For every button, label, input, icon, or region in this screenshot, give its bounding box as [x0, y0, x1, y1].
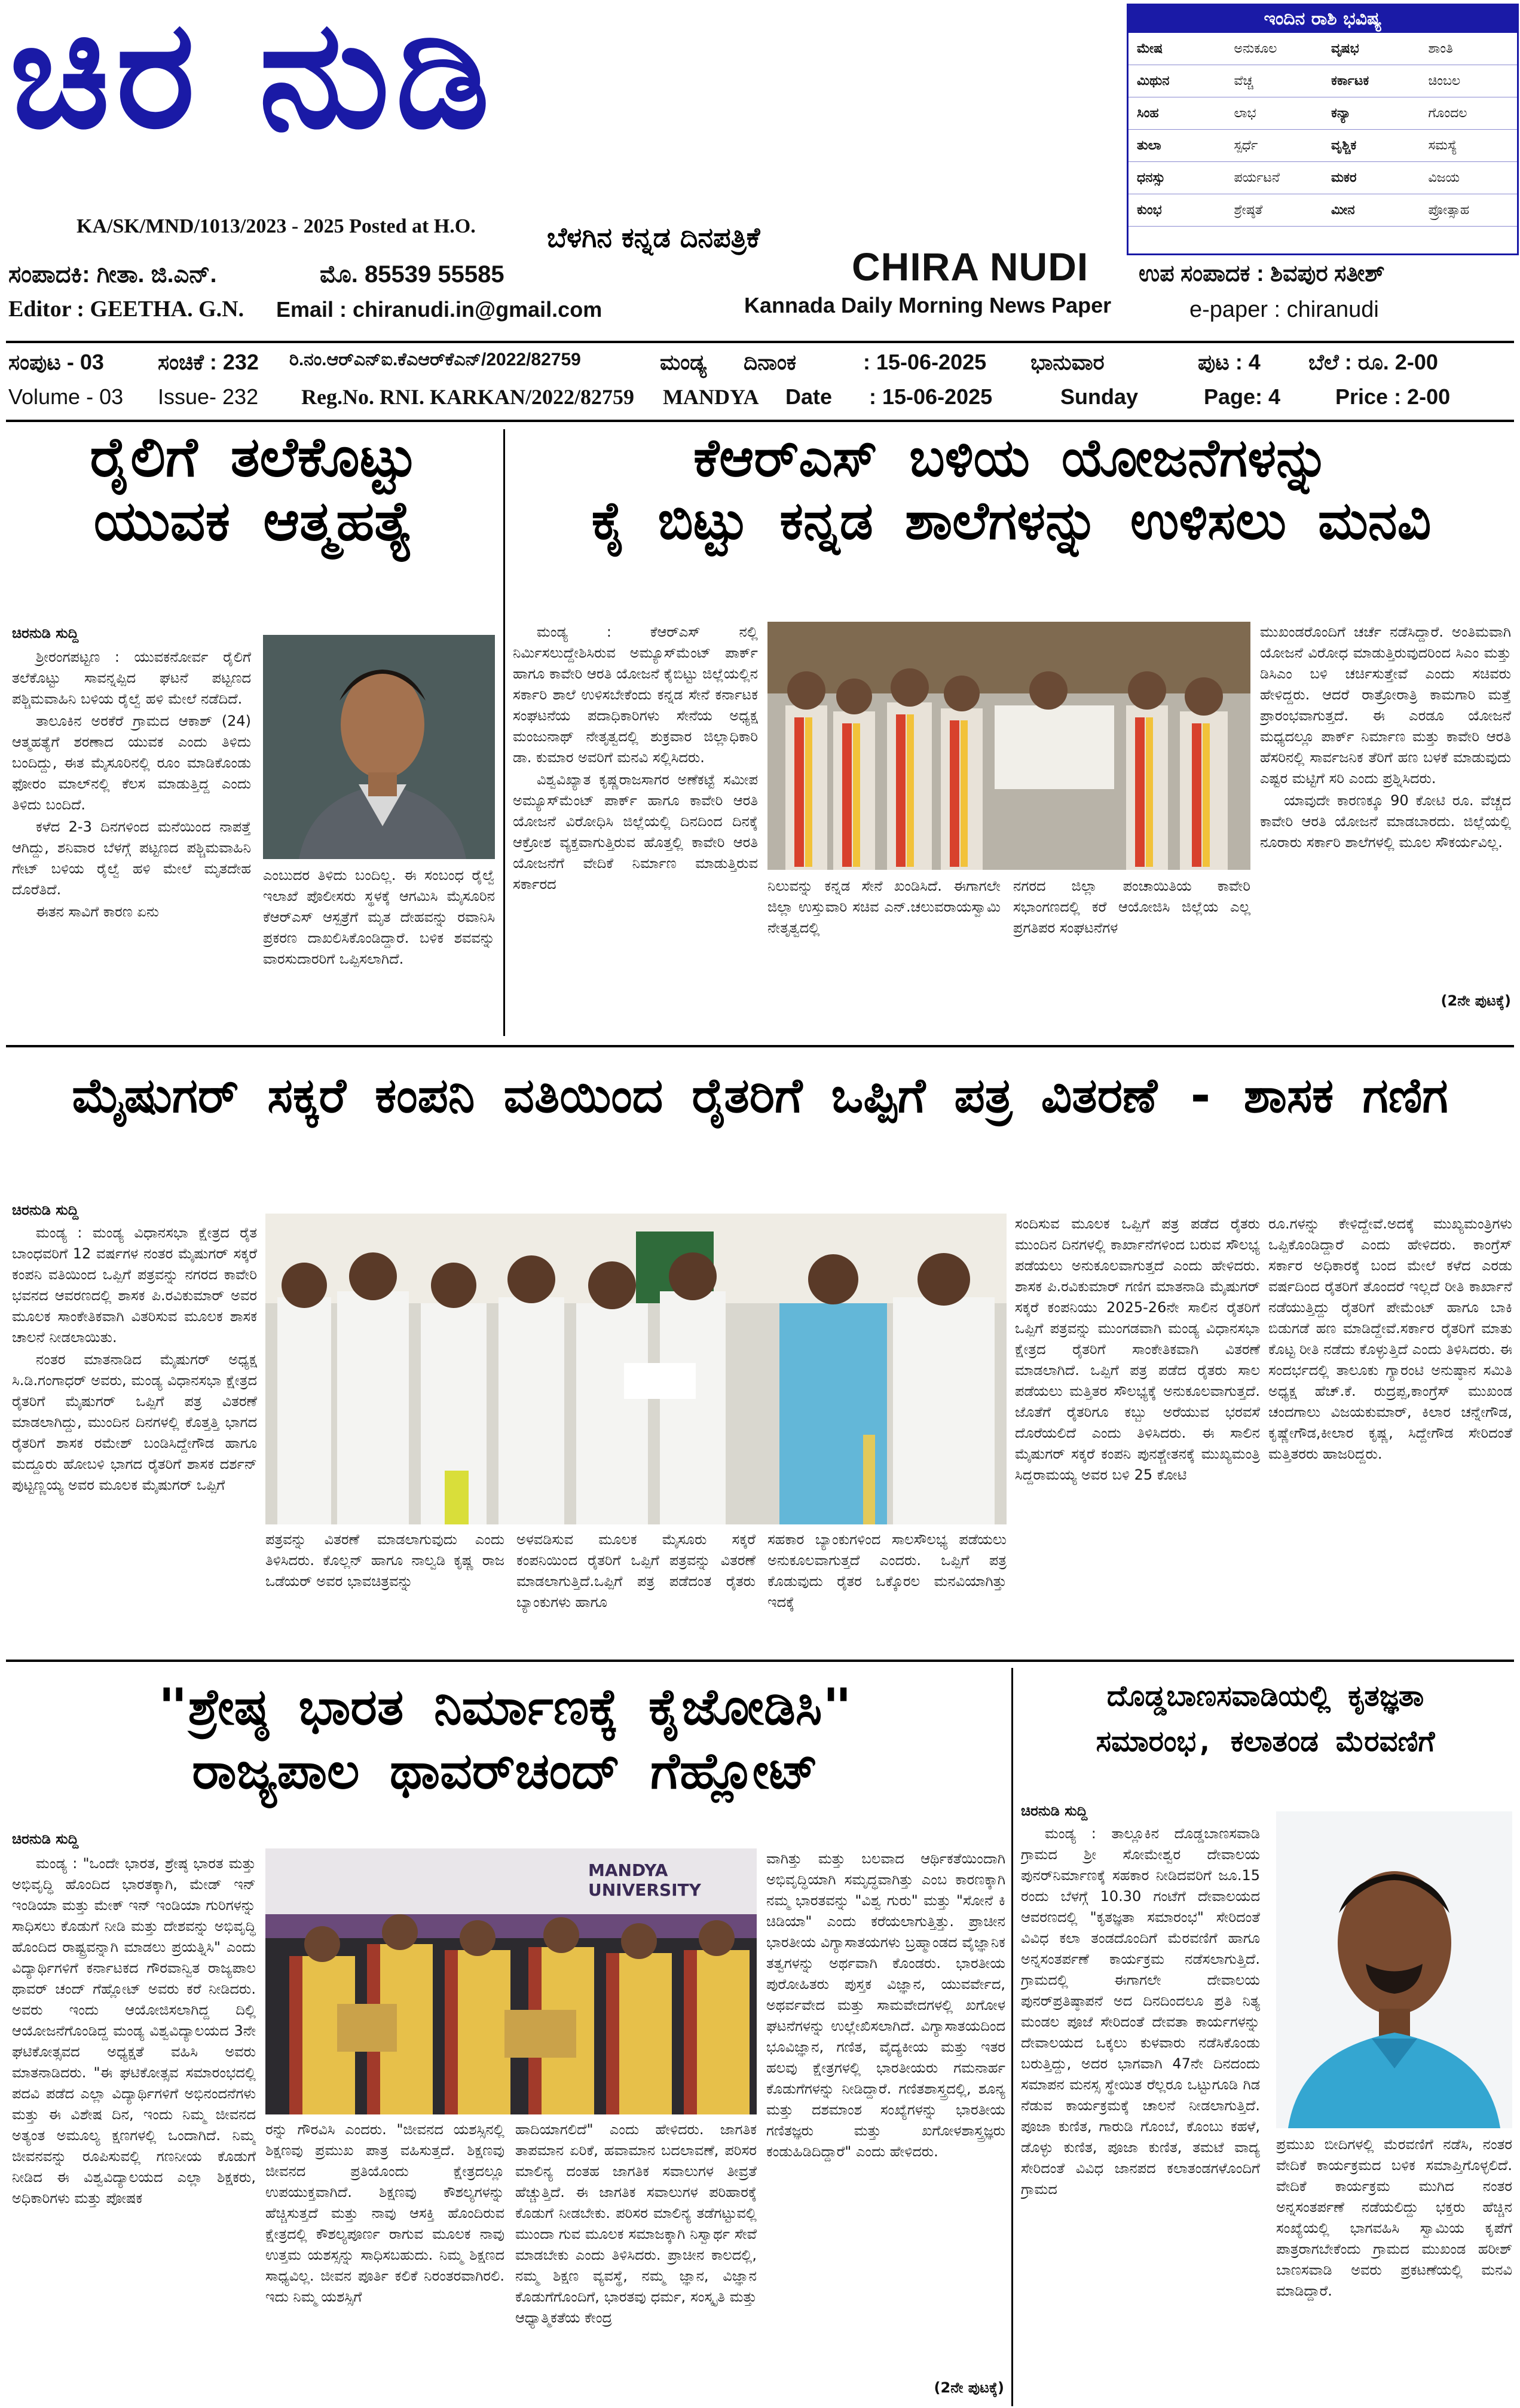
photo-harish	[1276, 1811, 1512, 2128]
paragraph: ಮಂಡ್ಯ : ತಾಲ್ಲೂಕಿನ ದೊಡ್ಡಬಾಣಸವಾಡಿ ಗ್ರಾಮದ ಶ್ರೀ ಸೋಮೇಶ್ವರ ದೇವಾಲಯ ಪುನರ್‌ನಿರ್ಮಾಣಕ್ಕೆ ಸಹಕಾರ ನೀಡಿದವರಿಗೆ ಜೂ.15 ರಂದು ಬೆಳಗ್ಗೆ 10.30 ಗಂಟೆಗೆ ದೇವಾಲಯದ ಆವರಣದಲ್ಲಿ "ಕೃತಜ್ಞತಾ ಸಮಾರಂಭ" ಸೇರಿದಂತೆ ವಿವಿಧ ಕಲಾ ತಂಡದೊಂದಿಗೆ ಮೆರವಣಿಗೆ ಹಾಗೂ ಅನ್ನಸಂತರ್ಪಣೆ ಕಾರ್ಯಕ್ರಮ ನಡೆಸಲಾಗುತ್ತಿದೆ. ಗ್ರಾಮದಲ್ಲಿ ಈಗಾಗಲೇ ದೇವಾಲಯ ಪುನರ್‌ಪ್ರತಿಷ್ಠಾಪನೆ ಅದ ದಿನದಿಂದಲೂ ಪ್ರತಿ ನಿತ್ಯ ಮಂಡಲ ಪೂಜೆ ಸೇರಿದಂತೆ ದೇವತಾ ಕಾರ್ಯಗಳನ್ನು ದೇವಾಲಯದ ಒಕ್ಕಲು ಕುಳವಾರು ನಡೆಸಿಕೊಂಡು ಬರುತ್ತಿದ್ದು, ಅದರ ಭಾಗವಾಗಿ 47ನೇ ದಿನದಂದು ಸಮಾಪನ ಮನಸ್ಸ ಸ್ಥೇಯಿತ ರೆಲ್ಲರೂ ಒಟ್ಟುಗೂಡಿ ಗಿಡ ನೆಡುವ ಕಾರ್ಯಕ್ರಮಕ್ಕೆ ಚಾಲನೆ ನೀಡಲಾಗುತ್ತಿದೆ. ಪೂಜಾ ಕುಣಿತ, ಗಾರುಡಿ ಗೊಂಬೆ, ಕೊಂಬು ಕಹಳೆ, ಡೊಳ್ಳು ಕುಣಿತ, ಪೂಜಾ ಕುಣಿತ, ತಮಟೆ ವಾದ್ಯ ಸೇರಿದಂತೆ ವಿವಿಧ ಜಾನಪದ ಕಲಾತಂಡಗಳೊಂದಿಗೆ ಗ್ರಾಮದ	[1021, 1825, 1260, 2198]
issue-en: Issue- 232	[158, 384, 259, 409]
photo-convocation	[265, 1848, 757, 2114]
headline-doddabana-1: ದೊಡ್ಡಬಾಣಸವಾಡಿಯಲ್ಲಿ ಕೃತಜ್ಞತಾ	[1106, 1679, 1424, 1713]
editor-kannada: ಸಂಪಾದಕಿ: ಗೀತಾ. ಜಿ.ಎನ್.	[8, 261, 217, 288]
date-label-kn: ದಿನಾಂಕ	[744, 350, 797, 374]
railway-col-2	[263, 865, 495, 1038]
price-kn: ಬೆಲೆ : ರೂ. 2-00	[1308, 350, 1438, 374]
paragraph: ಸಹಕಾರ ಬ್ಯಾಂಕುಗಳಿಂದ ಸಾಲಸೌಲಭ್ಯ ಪಡೆಯಲು ಅನುಕೂಲವಾಗುತ್ತದೆ ಎಂದರು. ಒಪ್ಪಿಗೆ ಪತ್ರ ಕೊಡುವುದು ರೈತರ ಒಕ್ಕೊರಲ ಮನವಿಯಾಗಿತ್ತು ಇದಕ್ಕೆ	[767, 1531, 1007, 1611]
paragraph: ಸಂದಿಸುವ ಮೂಲಕ ಒಪ್ಪಿಗೆ ಪತ್ರ ಪಡೆದ ರೈತರು ಮುಂದಿನ ದಿನಗಳಲ್ಲಿ ಕಾರ್ಖಾನೆಗಳಿಂದ ಬರುವ ಸೌಲಭ್ಯ ಪಡೆಯಲು ಅನುಕೂಲವಾಗುತ್ತದೆ ಎಂದು ಹೇಳಿದರು. ಶಾಸಕ ಪಿ.ರವಿಕುಮಾರ್ ಗಣಿಗ ಮಾತನಾಡಿ ಮೈಷುಗರ್ ಸಕ್ಕರೆ ಕಂಪನಿಯು 2025-26ನೇ ಸಾಲಿನ ರೈತರಿಗೆ ಒಪ್ಪಿಗೆ ಪತ್ರವನ್ನು ಮುಂಗಡವಾಗಿ ಮಂಡ್ಯ ವಿಧಾನಸಭಾ ಕ್ಷೇತ್ರದ ರೈತರಿಗೆ ಸಾಂಕೇತಿಕವಾಗಿ ವಿತರಣೆ ಮಾಡಲಾಗಿದೆ. ಒಪ್ಪಿಗೆ ಪತ್ರ ಪಡೆದ ರೈತರು ಸಾಲ ಪಡೆಯಲು ಮತ್ತಿತರ ಸೌಲಭ್ಯಕ್ಕೆ ಅನುಕೂಲವಾಗುತ್ತದೆ. ಜೊತೆಗೆ ರೈತರಿಗೂ ಕಬ್ಬು ಅರೆಯುವ ಭರವಸೆ ದೊರೆಯಲಿದೆ ಎಂದು ತಿಳಿಸಿದರು. ಈ ಸಾಲಿನ ಮೈಷುಗರ್ ಸಕ್ಕರೆ ಕಂಪನಿ ಪುನಶ್ಚೇತನಕ್ಕೆ ಮುಖ್ಯಮಂತ್ರಿ ಸಿದ್ದರಾಮಯ್ಯ ಅವರ ಬಳಿ 25 ಕೋಟಿ	[1015, 1215, 1260, 1483]
continued-governor[interactable]: (2ನೇ ಪುಟಕ್ಕೆ)	[934, 2379, 1004, 2396]
krs-mid-b	[1013, 876, 1250, 995]
rashi-prediction: ಶಾಂತಿ	[1420, 33, 1518, 65]
paragraph: ಮಂಡ್ಯ : ಮಂಡ್ಯ ವಿಧಾನಸಭಾ ಕ್ಷೇತ್ರದ ರೈತ ಬಾಂಧವರಿಗೆ 12 ವರ್ಷಗಳ ನಂತರ ಮೈಷುಗರ್ ಸಕ್ಕರೆ ಕಂಪನಿ ವತಿಯಿಂದ ಒಪ್ಪಿಗೆ ಪತ್ರವನ್ನು ನಗರದ ಕಾವೇರಿ ಭವನದ ಆವರಣದಲ್ಲಿ ಶಾಸಕ ಪಿ.ರವಿಕುಮಾರ್ ಅವರ ಮೂಲಕ ಸಾಂಕೇತಿಕವಾಗಿ ವಿತರಿಸುವ ಮೂಲಕ ಶಾಸಕ ಚಾಲನೆ ನೀಡಲಾಯಿತು.	[12, 1224, 257, 1346]
mysugar-col-3	[1015, 1214, 1260, 1656]
rashi-prediction: ವಿಜಯ	[1420, 162, 1518, 194]
registration-line: KA/SK/MND/1013/2023 - 2025 Posted at H.O.	[77, 215, 476, 237]
rashi-sign: ಮೇಷ	[1128, 33, 1226, 65]
railway-col-1	[12, 647, 251, 1035]
headline-krs-2: ಕೈ ಬಿಟ್ಟು ಕನ್ನಡ ಶಾಲೆಗಳನ್ನು ಉಳಿಸಲು ಮನವಿ	[591, 490, 1432, 552]
convocation-banner-text: MANDYA UNIVERSITY	[588, 1860, 701, 1900]
tagline: ಬೆಳಗಿನ ಕನ್ನಡ ದಿನಪತ್ರಿಕೆ	[547, 221, 760, 253]
price-en: Price : 2-00	[1335, 384, 1451, 409]
place-en: MANDYA	[663, 385, 759, 409]
doddabana-col-1	[1021, 1823, 1260, 2403]
krs-col-3	[1260, 622, 1511, 992]
rashi-prediction: ಶ್ರೇಷ್ಠತೆ	[1226, 194, 1323, 227]
mysugar-col-1	[12, 1223, 257, 1653]
paragraph: ಅಳವಡಿಸುವ ಮೂಲಕ ಮೈಸೂರು ಸಕ್ಕರೆ ಕಂಪನಿಯಿಂದ ರೈತರಿಗೆ ಒಪ್ಪಿಗೆ ಪತ್ರವನ್ನು ವಿತರಣೆ ಮಾಡಲಾಗುತ್ತಿದೆ.ಒಪ್ಪಿಗೆ ಪತ್ರ ಪಡೆದಂತ ರೈತರು ಬ್ಯಾಂಕುಗಳು ಹಾಗೂ	[516, 1531, 756, 1611]
byline-governor: ಚಿರನುಡಿ ಸುದ್ದಿ	[12, 1831, 79, 1847]
governor-col-3	[766, 1848, 1005, 2375]
paragraph: ಪತ್ರವನ್ನು ವಿತರಣೆ ಮಾಡಲಾಗುವುದು ಎಂದು ತಿಳಿಸಿದರು. ಕೊಲ್ಲನ್ ಹಾಗೂ ನಾಲ್ವಡಿ ಕೃಷ್ಣ ರಾಜ ಒಡೆಯರ್ ಅವರ ಭಾವಚಿತ್ರವನ್ನು	[265, 1531, 504, 1590]
newspaper-logo: ಚಿರ ನುಡಿ	[10, 0, 496, 161]
paragraph: ನಿಲುವನ್ನು ಕನ್ನಡ ಸೇನೆ ಖಂಡಿಸಿದೆ. ಈಗಾಗಲೇ ಜಿಲ್ಲಾ ಉಸ್ತುವಾರಿ ಸಚಿವ ಎನ್.ಚಲುವರಾಯಸ್ವಾಮಿ ನೇತೃತ್ವದಲ್ಲಿ	[767, 878, 1001, 936]
headline-governor-1: "ಶ್ರೇಷ್ಠ ಭಾರತ ನಿರ್ಮಾಣಕ್ಕೆ ಕೈಜೋಡಿಸಿ"	[158, 1677, 852, 1736]
horoscope-box	[1127, 4, 1519, 255]
headline-mysugar: ಮೈಷುಗರ್ ಸಕ್ಕರೆ ಕಂಪನಿ ವತಿಯಿಂದ ರೈತರಿಗೆ ಒಪ್ಪಿಗೆ ಪತ್ರ ವಿತರಣೆ - ಶಾಸಕ ಗಣಿಗ	[72, 1068, 1448, 1123]
rashi-sign: ಮೀನ	[1323, 194, 1420, 227]
paragraph: ಮಂಡ್ಯ : "ಒಂದೇ ಭಾರತ, ಶ್ರೇಷ್ಠ ಭಾರತ ಮತ್ತು ಅಭಿವೃದ್ಧಿ ಹೊಂದಿದ ಭಾರತಕ್ಕಾಗಿ, ಮೇಡ್ ಇನ್ ಇಂಡಿಯಾ ಮತ್ತು ಮೇಕ್ ಇನ್ ಇಂಡಿಯಾ ಗುರಿಗಳನ್ನು ಸಾಧಿಸಲು ಕೊಡುಗೆ ನೀಡಿ ಮತ್ತು ದೇಶವನ್ನು ಅಭಿವೃದ್ಧಿ ಹೊಂದಿದ ರಾಷ್ಟ್ರವನ್ನಾಗಿ ಮಾಡಲು ಪ್ರಯತ್ನಿಸಿ" ಎಂದು ವಿದ್ಯಾರ್ಥಿಗಳಿಗೆ ಕರ್ನಾಟಕದ ಗೌರವಾನ್ವಿತ ರಾಜ್ಯಪಾಲ ಥಾವರ್ ಚಂದ್ ಗೆಹ್ಲೋಟ್ ಅವರು ಕರೆ ನೀಡಿದರು. ಅವರು ಇಂದು ಆಯೋಜಿಸಲಾಗಿದ್ದ ದಿಲ್ಲಿ ಆಯೋಜನೆಗೊಂಡಿದ್ದ ಮಂಡ್ಯ ವಿಶ್ವವಿದ್ಯಾಲಯದ 3ನೇ ಘಟಿಕೋತ್ಸವದ ಅಧ್ಯಕ್ಷತೆ ವಹಿಸಿ ಅವರು ಮಾತನಾಡಿದರು. "ಈ ಘಟಿಕೋತ್ಸವ ಸಮಾರಂಭದಲ್ಲಿ ಪದವಿ ಪಡೆದ ಎಲ್ಲಾ ವಿದ್ಯಾರ್ಥಿಗಳಿಗೆ ಅಭಿನಂದನೆಗಳು ಮತ್ತು ಈ ವಿಶೇಷ ದಿನ, ಇಂದು ನಿಮ್ಮ ಜೀವನದ ಅತ್ಯಂತ ಅಮೂಲ್ಯ ಕ್ಷಣಗಳಲ್ಲಿ ಒಂದಾಗಿದೆ. ನಿಮ್ಮ ಜೀವನವನ್ನು ರೂಪಿಸುವಲ್ಲಿ ಗಣನೀಯ ಕೊಡುಗೆ ನೀಡಿದ ಈ ವಿಶ್ವವಿದ್ಯಾಲಯದ ಎಲ್ಲಾ ಶಿಕ್ಷಕರು, ಅಧಿಕಾರಿಗಳು ಮತ್ತು ಪೋಷಕ	[12, 1855, 256, 2207]
photo-krs-memorandum	[767, 622, 1250, 870]
headline-railway-1: ರೈಲಿಗೆ ತಲೆಕೊಟ್ಟು	[90, 425, 417, 489]
rashi-sign: ಕುಂಭ	[1128, 194, 1226, 227]
mysugar-under-b	[516, 1529, 756, 1655]
rashi-sign: ಸಿಂಹ	[1128, 97, 1226, 130]
email[interactable]: Email : chiranudi.in@gmail.com	[276, 297, 603, 322]
paragraph: ರನ್ನು ಗೌರವಿಸಿ ಎಂದರು. "ಜೀವನದ ಯಶಸ್ಸಿನಲ್ಲಿ ಶಿಕ್ಷಣವು ಪ್ರಮುಖ ಪಾತ್ರ ವಹಿಸುತ್ತದೆ. ಶಿಕ್ಷಣವು ಜೀವನದ ಪ್ರತಿಯೊಂದು ಕ್ಷೇತ್ರದಲ್ಲೂ ಉಪಯುಕ್ತವಾಗಿದೆ. ಶಿಕ್ಷಣವು ಕೌಶಲ್ಯಗಳನ್ನು ಹೆಚ್ಚಿಸುತ್ತದೆ ಮತ್ತು ನಾವು ಆಸಕ್ತಿ ಹೊಂದಿರುವ ಕ್ಷೇತ್ರದಲ್ಲಿ ಕೌಶಲ್ಯಪೂರ್ಣ ರಾಗುವ ಮೂಲಕ ನಾವು ಉತ್ತಮ ಯಶಸ್ಸನ್ನು ಸಾಧಿಸಬಹುದು. ನಿಮ್ಮ ಶಿಕ್ಷಣದ ಸಾಧ್ಯವಿಲ್ಲ. ಜೀವನ ಪೂರ್ತಿ ಕಲಿಕೆ ನಿರಂತರವಾಗಿರಲಿ. ಇದು ನಿಮ್ಮ ಯಶಸ್ಸಿಗೆ	[265, 2121, 504, 2305]
issue-kn: ಸಂಚಿಕೆ : 232	[158, 350, 259, 374]
rashi-sign: ಮಕರ	[1323, 162, 1420, 194]
byline-railway: ಚಿರನುಡಿ ಸುದ್ದಿ	[12, 625, 79, 641]
paragraph: ಯಾವುದೇ ಕಾರಣಕ್ಕೂ 90 ಕೋಟಿ ರೂ. ವೆಚ್ಚದ ಕಾವೇರಿ ಆರತಿ ಯೋಜನೆ ಮಾಡಬಾರದು. ಜಿಲ್ಲೆಯಲ್ಲಿ ನೂರಾರು ಸರ್ಕಾರಿ ಶಾಲೆಗಳಲ್ಲಿ ಮೂಲ ಸೌಕರ್ಯವಿಲ್ಲ.	[1260, 792, 1511, 851]
rashi-prediction: ಸ್ಪರ್ಧೆ	[1226, 130, 1323, 162]
photo-railway-youth	[263, 635, 495, 859]
rashi-prediction: ಲಾಭ	[1226, 97, 1323, 130]
governor-col-1	[12, 1853, 256, 2403]
paragraph: ಮಂಡ್ಯ : ಕೆಆರ್‌ಎಸ್ ನಲ್ಲಿ ನಿರ್ಮಿಸಲುದ್ದೇಶಿಸಿರುವ ಅಮ್ಯೂಸ್‌ಮೆಂಟ್ ಪಾರ್ಕ್ ಹಾಗೂ ಕಾವೇರಿ ಆರತಿ ಯೋಜನೆ ಕೈಬಿಟ್ಟು ಜಿಲ್ಲೆಯಲ್ಲಿನ ಸರ್ಕಾರಿ ಶಾಲೆ ಉಳಿಸಬೇಕೆಂದು ಕನ್ನಡ ಸೇನೆ ಕರ್ನಾಟಕ ಸಂಘಟನೆಯ ಪದಾಧಿಕಾರಿಗಳು ಸೇನೆಯ ಅಧ್ಯಕ್ಷ ಮಂಜುನಾಥ್ ನೇತೃತ್ವದಲ್ಲಿ ಶುಕ್ರವಾರ ಜಿಲ್ಲಾಧಿಕಾರಿ ಡಾ. ಕುಮಾರ ಅವರಿಗೆ ಮನವಿ ಸಲ್ಲಿಸಿದರು.	[513, 624, 758, 766]
day-en: Sunday	[1060, 384, 1139, 409]
date-kn: : 15-06-2025	[863, 350, 987, 374]
paragraph: ಎಂಬುದರ ತಿಳಿದು ಬಂದಿಲ್ಲ. ಈ ಸಂಬಂಧ ರೈಲ್ವೆ ಇಲಾಖೆ ಪೊಲೀಸರು ಸ್ಥಳಕ್ಕೆ ಆಗಮಿಸಿ ಮೈಸೂರಿನ ಕೆಆರ್‌ಎಸ್ ಆಸ್ಪತ್ರೆಗೆ ಮೃತ ದೇಹವನ್ನು ರವಾನಿಸಿ ಪ್ರಕರಣ ದಾಖಲಿಸಿಕೊಂಡಿದ್ದಾರೆ. ಬಳಿಕ ಶವವನ್ನು ವಾರಸುದಾರರಿಗೆ ಒಪ್ಪಿಸಲಾಗಿದೆ.	[263, 867, 495, 967]
date-label-en: Date	[785, 384, 833, 409]
mysugar-under-c	[767, 1529, 1007, 1655]
reg-en: Reg.No. RNI. KARKAN/2022/82759	[301, 385, 634, 409]
paragraph: ಕಳೆದ 2-3 ದಿನಗಳಿಂದ ಮನೆಯಿಂದ ನಾಪತ್ತೆ ಆಗಿದ್ದು, ಶನಿವಾರ ಬೆಳಗ್ಗೆ ಪಟ್ಟಣದ ಪಶ್ಚಿಮವಾಹಿನಿ ಗೇಟ್ ಬಳಿಯ ರೈಲ್ವೆ ಹಳಿ ಮೇಲೆ ಮೃತದೇಹ ದೊರೆತಿದೆ.	[12, 818, 251, 898]
horoscope-grid	[1128, 33, 1517, 227]
page-kn: ಪುಟ : 4	[1198, 350, 1261, 374]
date-en: : 15-06-2025	[869, 384, 993, 409]
rashi-prediction: ವೆಚ್ಚ	[1226, 65, 1323, 97]
headline-governor-2: ರಾಜ್ಯಪಾಲ ಥಾವರ್‌ಚಂದ್ ಗೆಹ್ಲೋಟ್	[192, 1741, 818, 1800]
page-en: Page: 4	[1204, 384, 1281, 409]
krs-col-1	[513, 622, 758, 980]
story-doddabana	[1017, 1681, 1513, 1758]
rashi-prediction: ಚಿಂಬಲ	[1420, 65, 1518, 97]
photo-mysugar-distribution	[265, 1214, 1007, 1524]
rashi-prediction: ಪ್ರೋತ್ಸಾಹ	[1420, 194, 1518, 227]
sub-editor: ಉಪ ಸಂಪಾದಕ : ಶಿವಪುರ ಸತೀಶ್	[1139, 261, 1385, 286]
headline-doddabana-2: ಸಮಾರಂಭ, ಕಲಾತಂಡ ಮೆರವಣಿಗೆ	[1096, 1724, 1435, 1758]
byline-mysugar: ಚಿರನುಡಿ ಸುದ್ದಿ	[12, 1202, 79, 1218]
place-kn: ಮಂಡ್ಯ	[660, 350, 707, 374]
story-krs	[509, 427, 1513, 552]
rashi-sign: ಕರ್ಕಾಟಕ	[1323, 65, 1420, 97]
paragraph: ನಂತರ ಮಾತನಾಡಿದ ಮೈಷುಗರ್ ಅಧ್ಯಕ್ಷ ಸಿ.ಡಿ.ಗಂಗಾಧರ್ ಅವರು, ಮಂಡ್ಯ ವಿಧಾನಸಭಾ ಕ್ಷೇತ್ರದ ರೈತರಿಗೆ ಮೈಷುಗರ್ ಒಪ್ಪಿಗೆ ಪತ್ರ ವಿತರಣೆ ಮಾಡಲಾಗಿದ್ದು, ಮುಂದಿನ ದಿನಗಳಲ್ಲಿ ಕೊತ್ತತ್ತಿ ಭಾಗದ ರೈತರಿಗೆ ಶಾಸಕ ರಮೇಶ್ ಬಂಡಿಸಿದ್ದೇಗೌಡ ಹಾಗೂ ಮದ್ದೂರು ಹೋಬಳಿ ಭಾಗದ ರೈತರಿಗೆ ಶಾಸಕ ದರ್ಶನ್ ಪುಟ್ಟಣ್ಣಯ್ಯ ಅವರ ಮೂಲಕ ಮೈಷುಗರ್ ಒಪ್ಪಿಗೆ	[12, 1351, 257, 1493]
paragraph: ನಗರದ ಜಿಲ್ಲಾ ಪಂಚಾಯಿತಿಯ ಕಾವೇರಿ ಸಭಾಂಗಣದಲ್ಲಿ ಕರೆ ಆಯೋಜಿಸಿ ಜಿಲ್ಲೆಯ ಎಲ್ಲ ಪ್ರಗತಿಪರ ಸಂಘಟನೆಗಳ	[1013, 878, 1250, 936]
editor-english: Editor : GEETHA. G.N.	[8, 297, 244, 322]
rashi-prediction: ಸಮಸ್ಯೆ	[1420, 130, 1518, 162]
info-band-english	[8, 384, 1515, 414]
rashi-prediction: ಪರ್ಯಟನೆ	[1226, 162, 1323, 194]
continued-krs[interactable]: (2ನೇ ಪುಟಕ್ಕೆ)	[1441, 992, 1511, 1009]
paragraph: ಈತನ ಸಾವಿಗೆ ಕಾರಣ ಏನು	[36, 903, 159, 920]
name-english: CHIRA NUDI	[852, 245, 1089, 289]
reg-kn: ರಿ.ನಂ.ಆರ್‌ಎನ್‌ಐ.ಕೆಎಆರ್‌ಕೆಎನ್/2022/82759	[289, 350, 581, 369]
paragraph: ರೂ.ಗಳನ್ನು ಕೇಳಿದ್ದೇವೆ.ಅದಕ್ಕೆ ಮುಖ್ಯಮಂತ್ರಿಗಳು ಒಪ್ಪಿಕೊಂಡಿದ್ದಾರೆ ಎಂದು ಹೇಳಿದರು. ಕಾಂಗ್ರೆಸ್ ಸರ್ಕಾರ ಅಧಿಕಾರಕ್ಕೆ ಬಂದ ಮೇಲೆ ಕಳೆದ ಎರಡು ವರ್ಷದಿಂದ ರೈತರಿಗೆ ತೊಂದರೆ ಇಲ್ಲದೆ ರೀತಿ ಕಾರ್ಖಾನೆ ನಡೆಯುತ್ತಿದ್ದು ರೈತರಿಗೆ ಪೇಮೆಂಟ್ ಹಾಗೂ ಬಾಕಿ ಬಿಡುಗಡೆ ಹಣ ಮಾಡಿದ್ದೇವೆ.ಸರ್ಕಾರ ರೈತರಿಗೆ ಮಾತು ಕೊಟ್ಟ ರೀತಿ ನಡೆದು ಕೊಳ್ಳುತ್ತಿದೆ ಎಂದು ತಿಳಿಸಿದರು. ಈ ಸಂದರ್ಭದಲ್ಲಿ ತಾಲೂಕು ಗ್ಯಾರಂಟಿ ಅನುಷ್ಠಾನ ಸಮಿತಿ ಅಧ್ಯಕ್ಷ ಹೆಚ್.ಕೆ. ರುದ್ರಪ್ಪ,ಕಾಂಗ್ರೆಸ್ ಮುಖಂಡ ಚಂದಗಾಲು ವಿಜಯಕುಮಾರ್, ಕಿಲಾರ ಚನ್ನೇಗೌಡ, ಕೃಷ್ಣೇಗೌಡ,ಕೀಲಾರ ಕೃಷ್ಣ, ಸಿದ್ದೇಗೌಡ ಸೇರಿದಂತೆ ಮತ್ತಿತರರು ಹಾಜರಿದ್ದರು.	[1268, 1215, 1512, 1462]
paragraph: ವಾಗಿತ್ತು ಮತ್ತು ಬಲವಾದ ಆರ್ಥಿಕತೆಯಿಂದಾಗಿ ಅಭಿವೃದ್ಧಿಯಾಗಿ ಸಮೃದ್ಧವಾಗಿತ್ತು ಎಂಬ ಕಾರಣಕ್ಕಾಗಿ ನಮ್ಮ ಭಾರತವನ್ನು "ವಿಶ್ವ ಗುರು" ಮತ್ತು "ಸೋನೆ ಕಿ ಚಿಡಿಯಾ" ಎಂದು ಕರೆಯಲಾಗುತ್ತಿತ್ತು. ಪ್ರಾಚೀನ ಭಾರತೀಯ ವಿಗ್ಯಾಸಾತಯಗಳು ಬ್ರಹ್ಮಾಂಡದ ವೈಜ್ಞಾನಿಕ ತತ್ವಗಳನ್ನು ಅರ್ಥವಾಗಿ ಕೊಂಡರು. ಭಾರತೀಯ ಪುರೋಹಿತರು ಪುಸ್ತಕ ವಿಜ್ಞಾನ, ಯುವರ್ವೇದ, ಅಥರ್ವವೇದ ಮತ್ತು ಸಾಮವೇದಗಳಲ್ಲಿ ಖಗೋಳ ಘಟನೆಗಳನ್ನು ಉಲ್ಲೇಖಿಸಲಾಗಿದೆ. ವಿಗ್ಯಾಸಾತಯದಿಂದ ಭೂವಿಜ್ಞಾನ, ಗಣಿತ, ವೈದ್ಯಕೀಯ ಮತ್ತು ಇತರ ಹಲವು ಕ್ಷೇತ್ರಗಳಲ್ಲಿ ಭಾರತೀಯರು ಗಮನಾರ್ಹ ಕೊಡುಗೆಗಳನ್ನು ನೀಡಿದ್ದಾರೆ. ಗಣಿತಶಾಸ್ತ್ರದಲ್ಲಿ, ಶೂನ್ಯ ಮತ್ತು ದಶಮಾಂಶ ಸಂಖ್ಯೆಗಳನ್ನು ಭಾರತೀಯ ಗಣಿತಜ್ಞರು ಮತ್ತು ಖಗೋಳಶಾಸ್ತ್ರಜ್ಞರು ಕಂಡುಹಿಡಿದಿದ್ದಾರೆ" ಎಂದು ಹೇಳಿದರು.	[766, 1850, 1005, 2160]
paragraph: ಶ್ರೀರಂಗಪಟ್ಟಣ : ಯುವಕನೋರ್ವ ರೈಲಿಗೆ ತಲೆಕೊಟ್ಟು ಸಾವನ್ನಪ್ಪಿದ ಘಟನೆ ಪಟ್ಟಣದ ಪಶ್ಚಿಮವಾಹಿನಿ ಬಳಿಯ ರೈಲ್ವೆ ಹಳಿ ಮೇಲೆ ನಡೆದಿದೆ.	[12, 649, 251, 707]
subtitle-english: Kannada Daily Morning News Paper	[744, 293, 1112, 317]
mysugar-under-a	[265, 1529, 504, 1655]
rashi-sign: ವೃಶ್ಚಿಕ	[1323, 130, 1420, 162]
horoscope-title: ಇಂದಿನ ರಾಶಿ ಭವಿಷ್ಯ	[1128, 5, 1517, 33]
day-kn: ಭಾನುವಾರ	[1030, 350, 1105, 374]
rashi-prediction: ಅನುಕೂಲ	[1226, 33, 1323, 65]
byline-doddabana: ಚಿರನುಡಿ ಸುದ್ದಿ	[1021, 1802, 1088, 1819]
rashi-sign: ವೃಷಭ	[1323, 33, 1420, 65]
paragraph: ಪ್ರಮುಖ ಬೀದಿಗಳಲ್ಲಿ ಮೆರವಣಿಗೆ ನಡೆಸಿ, ನಂತರ ವೇದಿಕೆ ಕಾರ್ಯಕ್ರಮದ ಬಳಿಕ ಸಮಾಪ್ತಿಗೊಳ್ಳಲಿದೆ. ವೇದಿಕೆ ಕಾರ್ಯಕ್ರಮ ಮುಗಿದ ನಂತರ ಅನ್ನಸಂತರ್ಪಣೆ ನಡೆಯಲಿದ್ದು ಭಕ್ತರು ಹೆಚ್ಚಿನ ಸಂಖ್ಯೆಯಲ್ಲಿ ಭಾಗವಹಿಸಿ ಸ್ವಾಮಿಯ ಕೃಪೆಗೆ ಪಾತ್ರರಾಗಬೇಕೆಂದು ಗ್ರಾಮದ ಮುಖಂಡ ಹರೀಶ್ ಬಾಣಸವಾಡಿ ಅವರು ಪ್ರಕಟಣೆಯಲ್ಲಿ ಮನವಿ ಮಾಡಿದ್ದಾರೆ.	[1276, 2136, 1512, 2299]
governor-under-b	[515, 2119, 757, 2403]
rashi-sign: ಮಿಥುನ	[1128, 65, 1226, 97]
rashi-sign: ಧನಸ್ಸು	[1128, 162, 1226, 194]
governor-under-a	[265, 2119, 504, 2403]
mobile-number: ಮೊ. 85539 55585	[320, 261, 504, 288]
paragraph: ವಿಶ್ವವಿಖ್ಯಾತ ಕೃಷ್ಣರಾಜಸಾಗರ ಅಣೆಕಟ್ಟೆ ಸಮೀಪ ಅಮ್ಯೂಸ್‌ಮೆಂಟ್ ಪಾರ್ಕ್ ಹಾಗೂ ಕಾವೇರಿ ಆರತಿ ಯೋಜನೆ ವಿರೋಧಿಸಿ ಜಿಲ್ಲೆಯಲ್ಲಿ ದಿನದಿಂದ ದಿನಕ್ಕೆ ಆಕ್ರೋಶ ವ್ಯಕ್ತವಾಗುತ್ತಿರುವ ಹೊತ್ತಲ್ಲಿ ಕಾವೇರಿ ಆರತಿ ಯೋಜನೆಗೆ ವೇದಿಕೆ ನಿರ್ಮಾಣ ಮಾಡುತ್ತಿರುವ ಸರ್ಕಾರದ	[513, 771, 758, 893]
info-band-kannada	[8, 350, 1515, 380]
rashi-prediction: ಗೊಂದಲ	[1420, 97, 1518, 130]
volume-kn: ಸಂಪುಟ - 03	[8, 350, 104, 374]
paragraph: ಮುಖಂಡರೊಂದಿಗೆ ಚರ್ಚೆ ನಡೆಸಿದ್ದಾರೆ. ಅಂತಿಮವಾಗಿ ಯೋಜನೆ ವಿರೋಧ ಮಾಡುತ್ತಿರುವುದರಿಂದ ಸಿಎಂ ಮತ್ತು ಡಿಸಿಎಂ ಬಳಿ ಚರ್ಚಿಸುತ್ತೇವೆ ಎಂದು ಸಚಿವರು ಹೇಳಿದ್ದರು. ಆದರೆ ರಾತ್ರೋರಾತ್ರಿ ಕಾಮಗಾರಿ ಮತ್ತೆ ಪ್ರಾರಂಭವಾಗುತ್ತದೆ. ಈ ಎರಡೂ ಯೋಜನೆ ಮಧ್ಯದಲ್ಲೂ ಪಾರ್ಕ್ ನಿರ್ಮಾಣ ಮತ್ತು ಕಾವೇರಿ ಆರತಿ ಹೆಸರಿನಲ್ಲಿ ಸಾರ್ವಜನಿಕ ತೆರಿಗೆ ಹಣ ಬಳಕೆ ಮಾಡುವುದು ಎಷ್ಟರ ಮಟ್ಟಿಗೆ ಸರಿ ಎಂದು ಪ್ರಶ್ನಿಸಿದರು.	[1260, 624, 1511, 787]
story-governor	[6, 1677, 1004, 1800]
krs-mid-a	[767, 876, 1001, 995]
headline-krs-1: ಕೆಆರ್‌ಎಸ್ ಬಳಿಯ ಯೋಜನೆಗಳನ್ನು	[693, 427, 1329, 488]
epaper-link[interactable]: e-paper : chiranudi	[1189, 297, 1379, 322]
volume-en: Volume - 03	[8, 384, 124, 409]
headline-railway-2: ಯುವಕ ಆತ್ಮಹತ್ಯೆ	[93, 489, 414, 554]
rashi-sign: ಕನ್ಯಾ	[1323, 97, 1420, 130]
doddabana-col-2	[1276, 2134, 1512, 2403]
mysugar-col-4	[1268, 1214, 1512, 1656]
paragraph: ಹಾದಿಯಾಗಲಿದೆ" ಎಂದು ಹೇಳಿದರು. ಜಾಗತಿಕ ತಾಪಮಾನ ಏರಿಕೆ, ಹವಾಮಾನ ಬದಲಾವಣೆ, ಪರಿಸರ ಮಾಲಿನ್ಯ ದಂತಹ ಜಾಗತಿಕ ಸವಾಲುಗಳ ತೀವ್ರತೆ ಹೆಚ್ಚುತ್ತಿದೆ. ಈ ಜಾಗತಿಕ ಸವಾಲುಗಳ ಪರಿಹಾರಕ್ಕೆ ಕೊಡುಗೆ ನೀಡಬೇಕು. ಪರಿಸರ ಮಾಲಿನ್ಯ ತಡೆಗಟ್ಟುವಲ್ಲಿ ಮುಂದಾ ಗುವ ಮೂಲಕ ಸಮಾಜಕ್ಕಾಗಿ ನಿಸ್ವಾರ್ಥ ಸೇವೆ ಮಾಡಬೇಕು ಎಂದು ತಿಳಿಸಿದರು. ಪ್ರಾಚೀನ ಕಾಲದಲ್ಲಿ, ನಮ್ಮ ಶಿಕ್ಷಣ ವ್ಯವಸ್ಥೆ, ನಮ್ಮ ಜ್ಞಾನ, ವಿಜ್ಞಾನ ಕೊಡುಗೆಗೊಂದಿಗೆ, ಭಾರತವು ಧರ್ಮ, ಸಂಸ್ಕೃತಿ ಮತ್ತು ಆಧ್ಯಾತ್ಮಿಕತೆಯ ಕೇಂದ್ರ	[515, 2121, 757, 2326]
rashi-sign: ತುಲಾ	[1128, 130, 1226, 162]
paragraph: ತಾಲೂಕಿನ ಅರಕೆರೆ ಗ್ರಾಮದ ಆಕಾಶ್ (24) ಆತ್ಮಹತ್ಯೆಗೆ ಶರಣಾದ ಯುವಕ ಎಂದು ತಿಳಿದು ಬಂದಿದ್ದು, ಈತ ಮೈಸೂರಿನಲ್ಲಿ ರೂಂ ಮಾಡಿಕೊಂಡು ಫೋರಂ ಮಾಲ್‌ನಲ್ಲಿ ಕೆಲಸ ಮಾಡುತ್ತಿದ್ದ ಎಂದು ತಿಳಿದು ಬಂದಿದೆ.	[12, 713, 251, 813]
